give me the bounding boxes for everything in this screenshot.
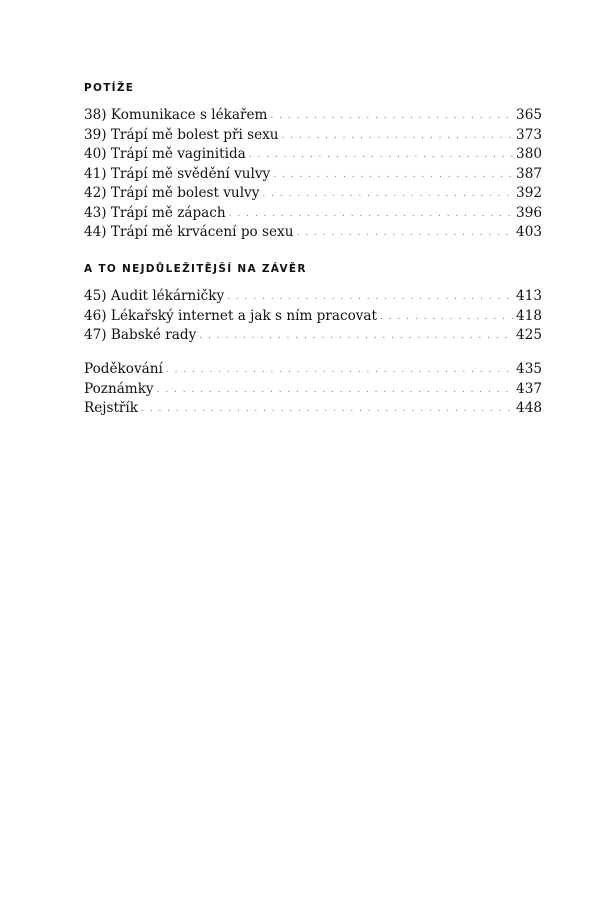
toc-entry-page: 435 [516, 361, 542, 377]
toc-entry[interactable] [84, 145, 542, 165]
toc-entry[interactable] [84, 204, 542, 224]
toc-entry-title: 45) Audit lékárničky [84, 288, 225, 304]
dot-leader [229, 205, 513, 225]
toc-entry[interactable] [84, 360, 542, 380]
toc-entry-page: 418 [516, 307, 542, 324]
toc-entry-page: 387 [516, 165, 542, 182]
toc-entry-title: Rejstřík [84, 400, 139, 416]
toc-entry-title: Poznámky [84, 380, 154, 397]
section-title-potize: POTÍŽE [84, 82, 135, 94]
dot-leader [249, 146, 513, 166]
dot-leader [380, 308, 513, 328]
dot-leader [141, 400, 513, 420]
dot-leader [273, 166, 513, 186]
toc-entry-page: 425 [516, 327, 542, 343]
dot-leader [166, 361, 513, 381]
toc-entry-page: 413 [516, 288, 542, 304]
toc-entry[interactable] [84, 380, 542, 400]
toc-entry-title: 40) Trápí mě vaginitida [84, 146, 246, 162]
toc-entry-page: 365 [516, 107, 542, 123]
toc-entry-title: 44) Trápí mě krvácení po sexu [84, 224, 294, 240]
section-title-zaver: A TO NEJDŮLEŽITĚJŠÍ NA ZÁVĚR [84, 263, 307, 275]
toc-entry-title: 38) Komunikace s lékařem [84, 107, 268, 123]
toc-entry-title: 42) Trápí mě bolest vulvy [84, 185, 260, 201]
dot-leader [282, 127, 513, 147]
toc-entry-title: 39) Trápí mě bolest při sexu [84, 126, 279, 143]
toc-entry-page: 392 [516, 185, 542, 201]
dot-leader [227, 288, 513, 308]
dot-leader [157, 381, 513, 401]
toc-entry[interactable] [84, 287, 542, 307]
toc-entry[interactable] [84, 184, 542, 204]
toc-entry-title: 43) Trápí mě zápach [84, 204, 226, 221]
toc-entry[interactable] [84, 106, 542, 126]
dot-leader [262, 185, 513, 205]
toc-entry-title: 41) Trápí mě svědění vulvy [84, 165, 271, 182]
toc-entry[interactable] [84, 307, 542, 327]
toc-entry-page: 403 [516, 224, 542, 240]
section-potize-list [84, 106, 542, 243]
toc-entry-page: 373 [516, 126, 542, 143]
section-zaver-list [84, 287, 542, 346]
toc-entry-title: Poděkování [84, 361, 163, 377]
dot-leader [296, 224, 513, 244]
toc-entry-page: 380 [516, 146, 542, 162]
toc-entry[interactable] [84, 223, 542, 243]
toc-entry-page: 396 [516, 204, 542, 221]
toc-entry[interactable] [84, 126, 542, 146]
toc-entry[interactable] [84, 326, 542, 346]
toc-entry[interactable] [84, 399, 542, 419]
toc-entry[interactable] [84, 165, 542, 185]
toc-entry-page: 437 [516, 380, 542, 397]
toc-entry-title: 46) Lékařský internet a jak s ním pracovat [84, 307, 378, 324]
toc-entry-title: 47) Babské rady [84, 327, 197, 343]
toc-entry-page: 448 [516, 400, 542, 416]
back-matter-list [84, 360, 542, 419]
dot-leader [199, 327, 513, 347]
dot-leader [270, 107, 513, 127]
